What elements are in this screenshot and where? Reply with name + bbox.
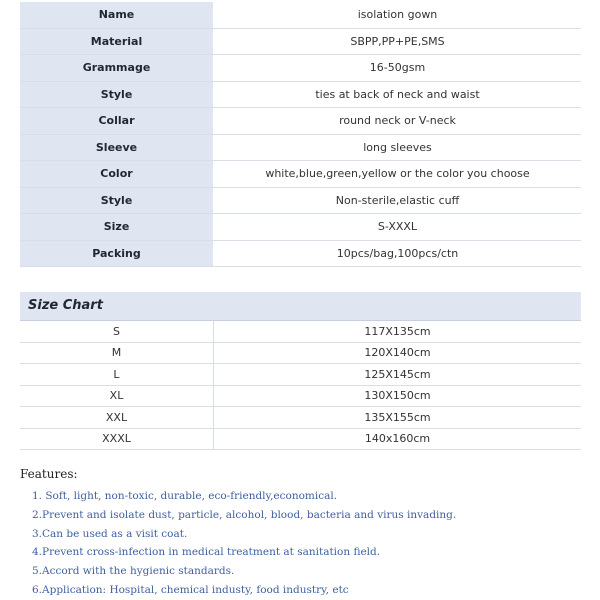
spec-row — [20, 108, 581, 135]
size-dimensions: 120X140cm — [214, 342, 582, 364]
feature-item: 2.Prevent and isolate dust, particle, alcohol, blood, bacteria and virus invading. — [32, 508, 457, 521]
size-dimensions: 135X155cm — [214, 407, 582, 429]
spec-value: ties at back of neck and waist — [214, 81, 582, 108]
feature-item: 6.Application: Hospital, chemical industy, food industry, etc — [32, 583, 349, 596]
size-label: S — [20, 321, 214, 342]
spec-value: long sleeves — [214, 134, 582, 161]
spec-row — [20, 214, 581, 241]
spec-row — [20, 2, 581, 28]
spec-value: round neck or V-neck — [214, 108, 582, 135]
spec-value: 16-50gsm — [214, 55, 582, 82]
size-dimensions: 117X135cm — [214, 321, 582, 342]
size-label: XL — [20, 385, 214, 407]
size-dimensions: 125X145cm — [214, 364, 582, 386]
size-row — [20, 428, 581, 450]
features-title: Features: — [20, 467, 78, 481]
spec-label: Style — [20, 187, 214, 214]
spec-label: Material — [20, 28, 214, 55]
feature-item: 4.Prevent cross-infection in medical treatment at sanitation field. — [32, 546, 381, 559]
size-label: XXXL — [20, 428, 214, 450]
spec-value: 10pcs/bag,100pcs/ctn — [214, 240, 582, 267]
spec-row — [20, 240, 581, 267]
size-chart-title: Size Chart — [20, 292, 581, 321]
spec-row — [20, 55, 581, 82]
size-row — [20, 321, 581, 342]
features-section — [20, 467, 580, 600]
size-dimensions: 140x160cm — [214, 428, 582, 450]
spec-label: Style — [20, 81, 214, 108]
spec-value: isolation gown — [214, 2, 582, 28]
spec-label: Color — [20, 161, 214, 188]
spec-label: Grammage — [20, 55, 214, 82]
size-row — [20, 364, 581, 386]
spec-row — [20, 28, 581, 55]
spec-row — [20, 81, 581, 108]
feature-item: 1. Soft, light, non-toxic, durable, eco-friendly,economical. — [32, 490, 338, 502]
spec-value: white,blue,green,yellow or the color you choose — [214, 161, 582, 188]
size-label: XXL — [20, 407, 214, 429]
spec-row — [20, 161, 581, 188]
size-row — [20, 342, 581, 364]
features-list — [20, 487, 580, 600]
size-row — [20, 385, 581, 407]
spec-label: Sleeve — [20, 134, 214, 161]
spec-row — [20, 134, 581, 161]
spec-label: Name — [20, 2, 214, 28]
feature-item: 5.Accord with the hygienic standards. — [32, 565, 235, 578]
spec-table — [20, 2, 581, 267]
spec-value: Non-sterile,elastic cuff — [214, 187, 582, 214]
size-row — [20, 407, 581, 429]
size-chart — [20, 292, 581, 450]
size-chart-table — [20, 321, 581, 450]
spec-value: S-XXXL — [214, 214, 582, 241]
spec-label: Collar — [20, 108, 214, 135]
spec-value: SBPP,PP+PE,SMS — [214, 28, 582, 55]
spec-row — [20, 187, 581, 214]
size-label: M — [20, 342, 214, 364]
size-label: L — [20, 364, 214, 386]
spec-label: Packing — [20, 240, 214, 267]
size-dimensions: 130X150cm — [214, 385, 582, 407]
feature-item: 3.Can be used as a visit coat. — [32, 527, 188, 540]
spec-label: Size — [20, 214, 214, 241]
